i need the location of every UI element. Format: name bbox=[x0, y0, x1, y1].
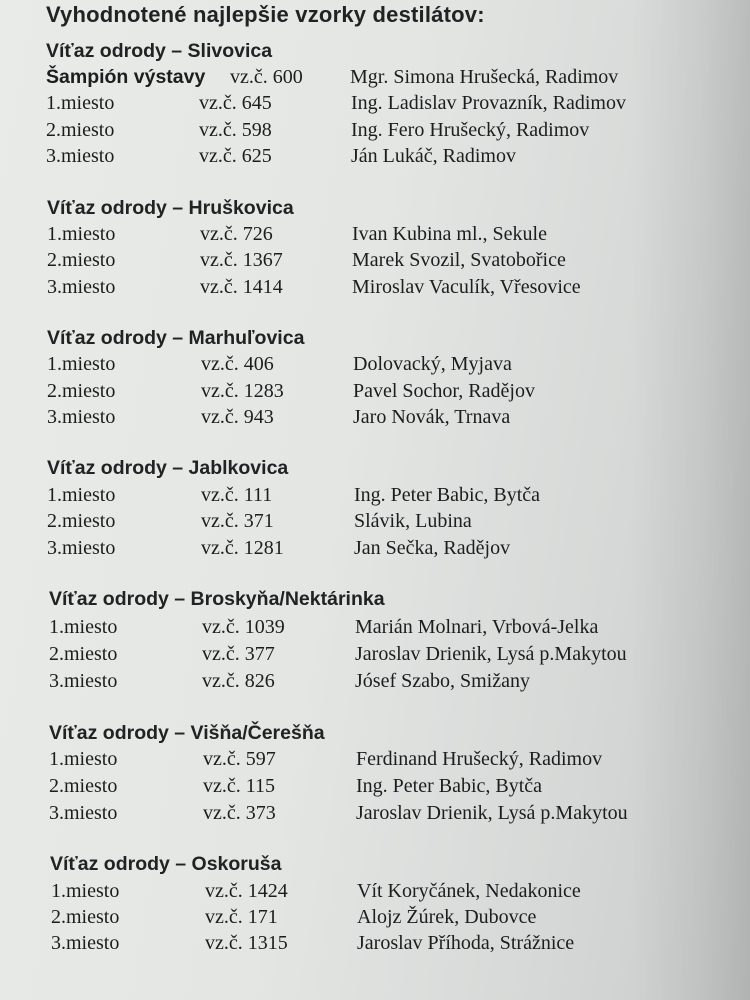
winner-name: Pavel Sochor, Radějov bbox=[353, 380, 535, 402]
winner-name: Jaroslav Drienik, Lysá p.Makytou bbox=[355, 643, 627, 665]
place-label: 1.miesto bbox=[49, 748, 118, 770]
place-label: 3.miesto bbox=[47, 276, 116, 298]
table-row bbox=[0, 616, 750, 642]
table-row bbox=[0, 145, 750, 171]
table-row bbox=[0, 92, 750, 118]
place-label: 2.miesto bbox=[51, 906, 120, 928]
table-row bbox=[0, 406, 750, 432]
table-row bbox=[0, 223, 750, 249]
winner-name: Ing. Fero Hrušecký, Radimov bbox=[351, 119, 590, 141]
section-heading: Víťaz odrody – Jablkovica bbox=[47, 457, 289, 479]
winner-name: Ján Lukáč, Radimov bbox=[351, 145, 516, 167]
section-heading: Víťaz odrody – Višňa/Čerešňa bbox=[49, 722, 325, 744]
table-row bbox=[0, 643, 750, 669]
winner-name: Ferdinand Hrušecký, Radimov bbox=[356, 748, 603, 770]
place-label: 2.miesto bbox=[49, 775, 118, 797]
sample-number: vz.č. 377 bbox=[202, 643, 275, 665]
sample-number: vz.č. 371 bbox=[201, 510, 274, 532]
sample-number: vz.č. 1414 bbox=[200, 276, 283, 298]
winner-name: Jan Sečka, Radějov bbox=[354, 537, 511, 559]
sample-number: vz.č. 726 bbox=[200, 223, 273, 245]
table-row bbox=[0, 748, 750, 774]
winner-name: Jaroslav Drienik, Lysá p.Makytou bbox=[356, 802, 628, 824]
table-row bbox=[0, 249, 750, 275]
place-label: 1.miesto bbox=[51, 880, 120, 902]
place-label: 2.miesto bbox=[46, 119, 115, 141]
sample-number: vz.č. 598 bbox=[199, 119, 272, 141]
place-label: 3.miesto bbox=[46, 145, 115, 167]
place-label: 3.miesto bbox=[47, 406, 116, 428]
section-heading: Víťaz odrody – Slivovica bbox=[46, 40, 273, 62]
section-heading: Víťaz odrody – Broskyňa/Nektárinka bbox=[49, 588, 385, 610]
winner-name: Ing. Peter Babic, Bytča bbox=[354, 484, 541, 506]
place-label: 3.miesto bbox=[49, 670, 118, 692]
winner-name: Mgr. Simona Hrušecká, Radimov bbox=[350, 66, 619, 88]
place-label: 1.miesto bbox=[49, 616, 118, 638]
winner-name: Jósef Szabo, Smižany bbox=[355, 670, 530, 692]
table-row bbox=[0, 906, 750, 932]
place-label: 3.miesto bbox=[47, 537, 116, 559]
place-label: 1.miesto bbox=[47, 223, 116, 245]
winner-name: Marek Svozil, Svatobořice bbox=[352, 249, 566, 271]
sample-number: vz.č. 1424 bbox=[205, 880, 288, 902]
sample-number: vz.č. 1283 bbox=[201, 380, 284, 402]
sample-number: vz.č. 826 bbox=[202, 670, 275, 692]
winner-name: Miroslav Vaculík, Vřesovice bbox=[352, 276, 581, 298]
place-label: 2.miesto bbox=[47, 249, 116, 271]
section-heading: Víťaz odrody – Oskoruša bbox=[50, 853, 282, 875]
table-row bbox=[0, 119, 750, 145]
sample-number: vz.č. 597 bbox=[203, 748, 276, 770]
winner-name: Jaro Novák, Trnava bbox=[353, 406, 511, 428]
table-row bbox=[0, 510, 750, 536]
table-row bbox=[0, 380, 750, 406]
table-row bbox=[0, 353, 750, 379]
place-label: 2.miesto bbox=[47, 380, 116, 402]
table-row bbox=[0, 484, 750, 510]
sample-number: vz.č. 625 bbox=[199, 145, 272, 167]
champion-row bbox=[0, 66, 750, 92]
sample-number: vz.č. 645 bbox=[199, 92, 272, 114]
sample-number: vz.č. 115 bbox=[203, 775, 276, 797]
section-heading: Víťaz odrody – Hruškovica bbox=[47, 197, 294, 219]
table-row bbox=[0, 802, 750, 828]
sample-number: vz.č. 171 bbox=[205, 906, 278, 928]
place-label: 3.miesto bbox=[51, 932, 120, 954]
sample-number: vz.č. 373 bbox=[203, 802, 276, 824]
table-row bbox=[0, 670, 750, 696]
sample-number: vz.č. 406 bbox=[201, 353, 274, 375]
table-row bbox=[0, 932, 750, 958]
place-label: 2.miesto bbox=[49, 643, 118, 665]
section-heading: Víťaz odrody – Marhuľovica bbox=[47, 327, 305, 349]
winner-name: Slávik, Lubina bbox=[354, 510, 472, 532]
place-label: 1.miesto bbox=[47, 353, 116, 375]
page-title: Vyhodnotené najlepšie vzorky destilátov: bbox=[46, 2, 485, 27]
sample-number: vz.č. 1039 bbox=[202, 616, 285, 638]
winner-name: Alojz Žúrek, Dubovce bbox=[357, 906, 537, 928]
place-label: 1.miesto bbox=[47, 484, 116, 506]
sample-number: vz.č. 1367 bbox=[200, 249, 283, 271]
winner-name: Vít Koryčánek, Nedakonice bbox=[357, 880, 581, 902]
place-label: 3.miesto bbox=[49, 802, 118, 824]
sample-number: vz.č. 600 bbox=[230, 66, 303, 88]
table-row bbox=[0, 775, 750, 801]
table-row bbox=[0, 276, 750, 302]
winner-name: Dolovacký, Myjava bbox=[353, 353, 512, 375]
table-row bbox=[0, 537, 750, 563]
winner-name: Ing. Ladislav Provazník, Radimov bbox=[351, 92, 626, 114]
place-label: 1.miesto bbox=[46, 92, 115, 114]
winner-name: Marián Molnari, Vrbová-Jelka bbox=[355, 616, 599, 638]
champion-label: Šampión výstavy bbox=[46, 66, 206, 88]
sample-number: vz.č. 943 bbox=[201, 406, 274, 428]
place-label: 2.miesto bbox=[47, 510, 116, 532]
winner-name: Ivan Kubina ml., Sekule bbox=[352, 223, 547, 245]
winner-name: Ing. Peter Babic, Bytča bbox=[356, 775, 543, 797]
sample-number: vz.č. 1315 bbox=[205, 932, 288, 954]
table-row bbox=[0, 880, 750, 906]
winner-name: Jaroslav Příhoda, Strážnice bbox=[357, 932, 575, 954]
sample-number: vz.č. 1281 bbox=[201, 537, 284, 559]
sample-number: vz.č. 111 bbox=[201, 484, 273, 506]
